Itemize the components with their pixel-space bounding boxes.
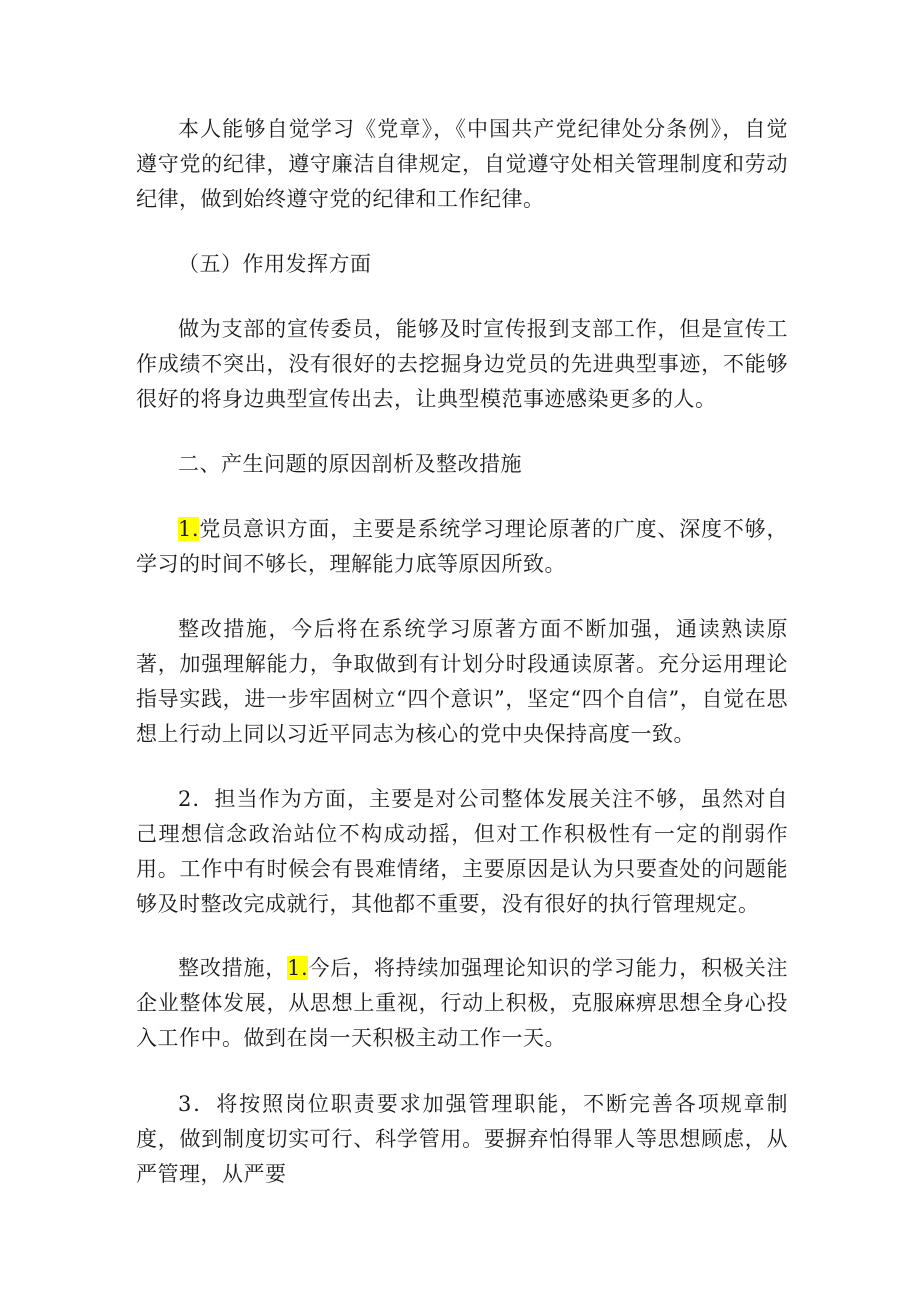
paragraph-party-awareness xyxy=(136,512,788,582)
paragraph-discipline: 本人能够自觉学习《党章》，《中国共产党纪律处分条例》，自觉遵守党的纪律，遵守廉洁自律规定，自觉遵守处相关管理制度和劳动纪律，做到始终遵守党的纪律和工作纪律。 xyxy=(136,117,788,211)
paragraph-rectification-1: 整改措施，今后将在系统学习原著方面不断加强，通读熟读原著，加强理解能力，争取做到有计划分时段通读原著。充分运用理论指导实践，进一步牢固树立“四个意识”，坚定“四个自信”，自觉在思想上行动上同以习近平同志为核心的党中央保持高度一致。 xyxy=(136,617,788,746)
highlighted-number: 1. xyxy=(178,517,200,541)
paragraph-responsibility: 2．担当作为方面，主要是对公司整体发展关注不够，虽然对自己理想信念政治站位不构成动摇，但对工作积极性有一定的削弱作用。工作中有时候会有畏难情绪，主要原因是认为只要查处的问题能够及时整改完成就行，其他都不重要，没有很好的执行管理规定。 xyxy=(136,787,788,916)
paragraph-text: 党员意识方面，主要是系统学习理论原著的广度、深度不够，学习的时间不够长，理解能力底等原因所致。 xyxy=(136,517,788,576)
paragraph-publicity: 做为支部的宣传委员，能够及时宣传报到支部工作，但是宣传工作成绩不突出，没有很好的去挖掘身边党员的先进典型事迹，不能够很好的将身边典型宣传出去，让典型模范事迹感染更多的人。 xyxy=(136,317,788,411)
paragraph-prefix: 整改措施， xyxy=(178,956,288,980)
paragraph-rectification-2 xyxy=(136,951,788,1056)
paragraph-text: 今后，将持续加强理论知识的学习能力，积极关注企业整体发展，从思想上重视，行动上积极，克服麻痹思想全身心投入工作中。做到在岗一天积极主动工作一天。 xyxy=(136,956,789,1050)
paragraph-management: 3．将按照岗位职责要求加强管理职能，不断完善各项规章制度，做到制度切实可行、科学管用。要摒弃怕得罪人等思想顾虑，从严管理，从严要 xyxy=(136,1092,788,1186)
heading-causes: 二、产生问题的原因剖析及整改措施 xyxy=(178,452,522,476)
highlighted-number: 1. xyxy=(287,956,309,980)
heading-role: （五）作用发挥方面 xyxy=(178,252,372,276)
